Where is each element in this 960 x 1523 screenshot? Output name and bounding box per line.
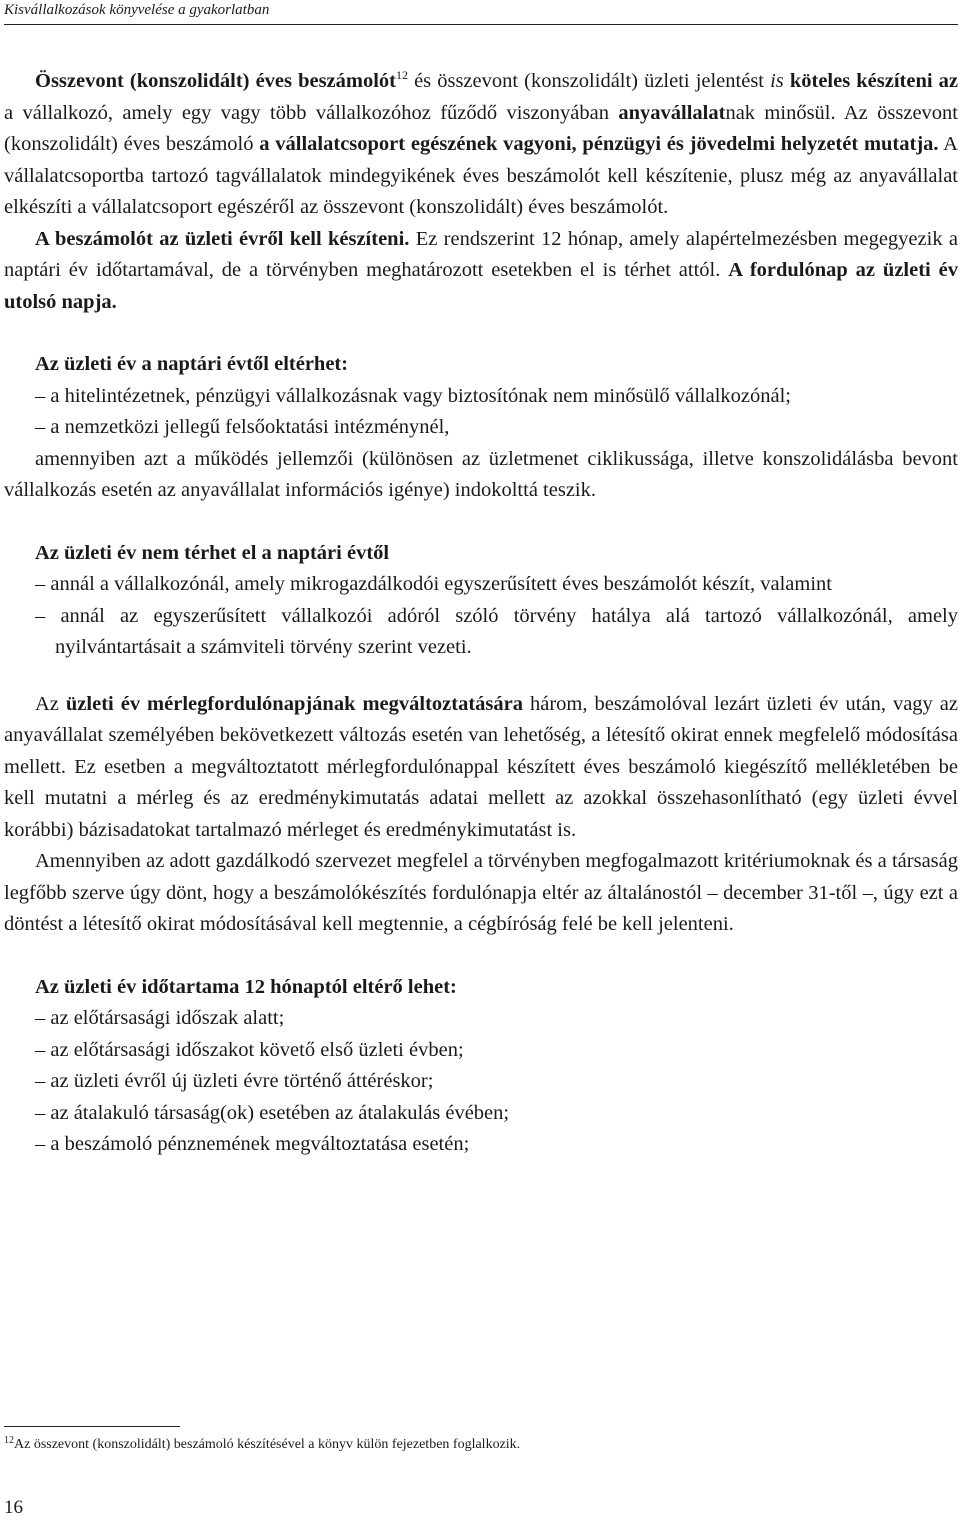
bold-phrase: üzleti év mérlegfordulónapjának megváltoztatására [65, 692, 523, 715]
footnote-divider [4, 1426, 180, 1427]
italic-phrase: is [770, 70, 784, 92]
section-heading: Az üzleti év nem térhet el a naptári évtől [35, 541, 390, 564]
page-number: 16 [4, 1497, 23, 1518]
bold-phrase: anyavállalat [618, 101, 726, 124]
bold-phrase: A fordulónap az üzleti év utolsó napja. [4, 259, 958, 313]
paragraph-court-notice: Amennyiben az adott gazdálkodó szervezet megfelel a törvényben megfogalmazott kritériumoknak és a társaság legfőbb szerve úgy dönt, hogy a beszámolókészítés fordulónapja eltér az általánostól – december 31-től –, úgy ezt a döntést a létesítő okirat módosításával kell megtennie, a cégbíróság felé be kell jelenteni. [4, 850, 958, 935]
list-item: – a beszámoló pénznemének megváltoztatása esetén; [35, 1133, 470, 1155]
bold-phrase: Összevont (konszolidált) éves beszámolót [35, 70, 396, 92]
footnote-reference: 12 [396, 68, 408, 82]
footnote-number: 12 [4, 1435, 14, 1446]
bold-phrase: köteles készíteni az [783, 70, 958, 92]
paragraph-business-year: A beszámolót az üzleti évről kell készíteni. Ez rendszerint 12 hónap, amely alapértelmezésben megegyezik a naptári év időtartamával, de a törvényben meghatározott esetekben el is térhet attól. A fordulónap az üzleti év utolsó napja. [4, 227, 958, 313]
paragraph-consolidated-report: Összevont (konszolidált) éves beszámolót$^{12}$ és összevont (konszolidált) üzleti jelentést is köteles készíteni az a vállalkozó, amely egy vagy több vállalkozóhoz fűződő viszonyában anyavállalatnak minősül. Az összevont (konszolidált) éves beszámoló a vállalatcsoport egészének vagyoni, pénzügyi és jövedelmi helyzetét mutatja. A vállalatcsoportba tartozó tagvállalatok mindegyikének éves beszámolót kell készítenie, plusz még az anyavállalat elkészíti a vállalatcsoport egészéről az összevont (konszolidált) éves beszámolót. [4, 68, 958, 218]
bold-phrase: A beszámolót az üzleti évről kell készíteni. [35, 227, 410, 250]
paragraph-balance-date: Az üzleti év mérlegfordulónapjának megváltoztatására három, beszámolóval lezárt üzleti év után, vagy az anyavállalat személyében bekövetkezett változás esetén van lehetőség, a létesítő okirat ennek megfelelő módosítása mellett. Ez esetben a megváltoztatott mérlegfordulónappal készített éves beszámoló kiegészítő mellékletében be kell mutatni a mérleg és az eredménykimutatás adatai mellett az azokkal összehasonlítható (egy üzleti évvel korábbi) bázisadatokat tartalmazó mérleget és eredménykimutatást is. [4, 692, 958, 841]
list-item: – annál a vállalkozónál, amely mikrogazdálkodói egyszerűsített éves beszámolót készít, valamint [35, 573, 832, 595]
footnote [4, 1436, 958, 1454]
list-item: – annál az egyszerűsített vállalkozói adóról szóló törvény hatálya alá tartozó vállalkozónál, amely nyilvántartásait a számviteli törvény szerint vezeti. [35, 604, 958, 658]
footnote-text: Az összevont (konszolidált) beszámoló készítésével a könyv külön fejezetben foglalkozik. [14, 1437, 521, 1452]
list-item: – az átalakuló társaság(ok) esetében az átalakulás évében; [35, 1101, 510, 1124]
list-item: – a nemzetközi jellegű felsőoktatási intézménynél, [35, 416, 450, 438]
list-item: – az üzleti évről új üzleti évre történő áttéréskor; [35, 1070, 434, 1092]
list-item: – az előtársasági időszak alatt; [35, 1007, 285, 1029]
bold-phrase: a vállalatcsoport egészének vagyoni, pénzügyi és jövedelmi helyzetét mutatja. [259, 133, 939, 155]
section-heading: Az üzleti év időtartama 12 hónaptól eltérő lehet: [35, 975, 457, 998]
section-heading: Az üzleti év a naptári évtől eltérhet: [35, 353, 349, 375]
page-body [4, 66, 958, 1161]
list-closing-text: amennyiben azt a működés jellemzői (különösen az üzletmenet ciklikussága, illetve konszolidálásba bevont vállalkozás esetén az anyavállalat információs igénye) indokolttá teszik. [4, 447, 958, 501]
list-item: – az előtársasági időszakot követő első üzleti évben; [35, 1038, 464, 1061]
list-item: – a hitelintézetnek, pénzügyi vállalkozásnak vagy biztosítónak nem minősülő vállalkozónál; [35, 384, 792, 407]
running-head: Kisvállalkozások könyvelése a gyakorlatban [4, 0, 958, 25]
